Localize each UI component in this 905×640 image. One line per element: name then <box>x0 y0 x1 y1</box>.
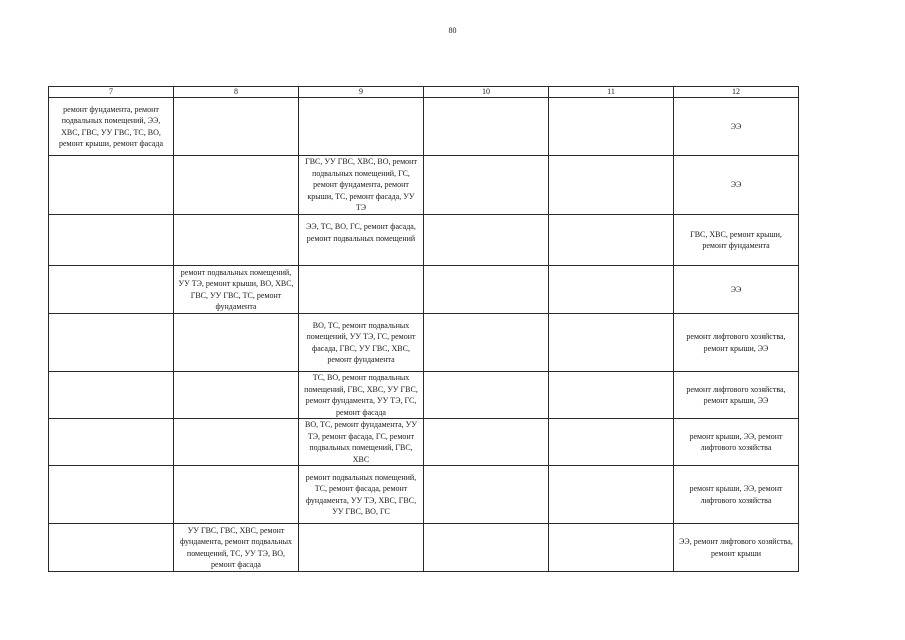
table-cell: ремонт подвальных помещений, ТС, ремонт фасада, ремонт фундамента, УУ ТЭ, ХВС, ГВС, УУ ГВС, ВО, ГС <box>299 466 424 524</box>
table-cell: ЭЭ <box>674 156 799 215</box>
table-row <box>49 215 799 266</box>
table-cell <box>174 156 299 215</box>
table-cell <box>49 419 174 466</box>
table-cell <box>424 372 549 419</box>
table-cell <box>49 215 174 266</box>
table-cell: ремонт лифтового хозяйства, ремонт крыши, ЭЭ <box>674 372 799 419</box>
page-number: 80 <box>448 26 457 35</box>
table-cell: ремонт крыши, ЭЭ, ремонт лифтового хозяйства <box>674 419 799 466</box>
table-cell: ЭЭ, ТС, ВО, ГС, ремонт фасада, ремонт подвальных помещений <box>299 215 424 266</box>
table-cell <box>49 156 174 215</box>
table-cell <box>174 98 299 156</box>
table-header-row <box>49 87 799 98</box>
table-row <box>49 524 799 572</box>
table-cell <box>424 266 549 314</box>
table-cell: ремонт подвальных помещений, УУ ТЭ, ремонт крыши, ВО, ХВС, ГВС, УУ ГВС, ТС, ремонт фундамента <box>174 266 299 314</box>
table-cell: ремонт лифтового хозяйства, ремонт крыши, ЭЭ <box>674 314 799 372</box>
table-cell <box>424 314 549 372</box>
table-cell: ТС, ВО, ремонт подвальных помещений, ГВС, ХВС, УУ ГВС, ремонт фундамента, УУ ТЭ, ГС, ремонт фасада <box>299 372 424 419</box>
table-cell <box>49 266 174 314</box>
table-cell <box>424 156 549 215</box>
column-header: 8 <box>174 87 299 98</box>
table-cell: ЭЭ <box>674 98 799 156</box>
table-row <box>49 419 799 466</box>
table-cell: ЭЭ <box>674 266 799 314</box>
table-cell <box>549 266 674 314</box>
table-row <box>49 372 799 419</box>
table-cell <box>424 524 549 572</box>
table-cell <box>299 524 424 572</box>
table-row <box>49 266 799 314</box>
table-cell <box>549 524 674 572</box>
table-cell <box>424 98 549 156</box>
table-cell <box>549 215 674 266</box>
table-cell <box>174 215 299 266</box>
table-cell <box>549 372 674 419</box>
table-cell <box>549 156 674 215</box>
table-cell: ВО, ТС, ремонт подвальных помещений, УУ ТЭ, ГС, ремонт фасада, ГВС, УУ ГВС, ХВС, ремонт фундамента <box>299 314 424 372</box>
table-cell <box>549 314 674 372</box>
table-cell <box>424 215 549 266</box>
table-cell <box>174 419 299 466</box>
table-cell <box>49 314 174 372</box>
table-cell <box>49 524 174 572</box>
table-cell <box>549 419 674 466</box>
table-cell <box>424 466 549 524</box>
table-cell: ВО, ТС, ремонт фундамента, УУ ТЭ, ремонт фасада, ГС, ремонт подвальных помещений, ГВС, ХВС <box>299 419 424 466</box>
table-cell <box>299 266 424 314</box>
table-cell: УУ ГВС, ГВС, ХВС, ремонт фундамента, ремонт подвальных помещений, ТС, УУ ТЭ, ВО, ремонт фасада <box>174 524 299 572</box>
table-cell: ремонт крыши, ЭЭ, ремонт лифтового хозяйства <box>674 466 799 524</box>
table-cell <box>49 372 174 419</box>
column-header: 12 <box>674 87 799 98</box>
table-cell <box>299 98 424 156</box>
table-row <box>49 98 799 156</box>
table-cell <box>549 98 674 156</box>
column-header: 11 <box>549 87 674 98</box>
table-cell <box>549 466 674 524</box>
column-header: 10 <box>424 87 549 98</box>
table-cell <box>424 419 549 466</box>
works-table <box>48 86 799 572</box>
table-cell <box>49 466 174 524</box>
table-row <box>49 314 799 372</box>
table-cell: ГВС, УУ ГВС, ХВС, ВО, ремонт подвальных помещений, ГС, ремонт фундамента, ремонт крыши, ТС, ремонт фасада, УУ ТЭ <box>299 156 424 215</box>
table-cell: ремонт фундамента, ремонт подвальных помещений, ЭЭ, ХВС, ГВС, УУ ГВС, ТС, ВО, ремонт крыши, ремонт фасада <box>49 98 174 156</box>
column-header: 7 <box>49 87 174 98</box>
table-cell: ЭЭ, ремонт лифтового хозяйства, ремонт крыши <box>674 524 799 572</box>
table-row <box>49 466 799 524</box>
table-cell <box>174 466 299 524</box>
table-row <box>49 156 799 215</box>
table-cell: ГВС, ХВС, ремонт крыши, ремонт фундамента <box>674 215 799 266</box>
table-cell <box>174 314 299 372</box>
table-cell <box>174 372 299 419</box>
column-header: 9 <box>299 87 424 98</box>
